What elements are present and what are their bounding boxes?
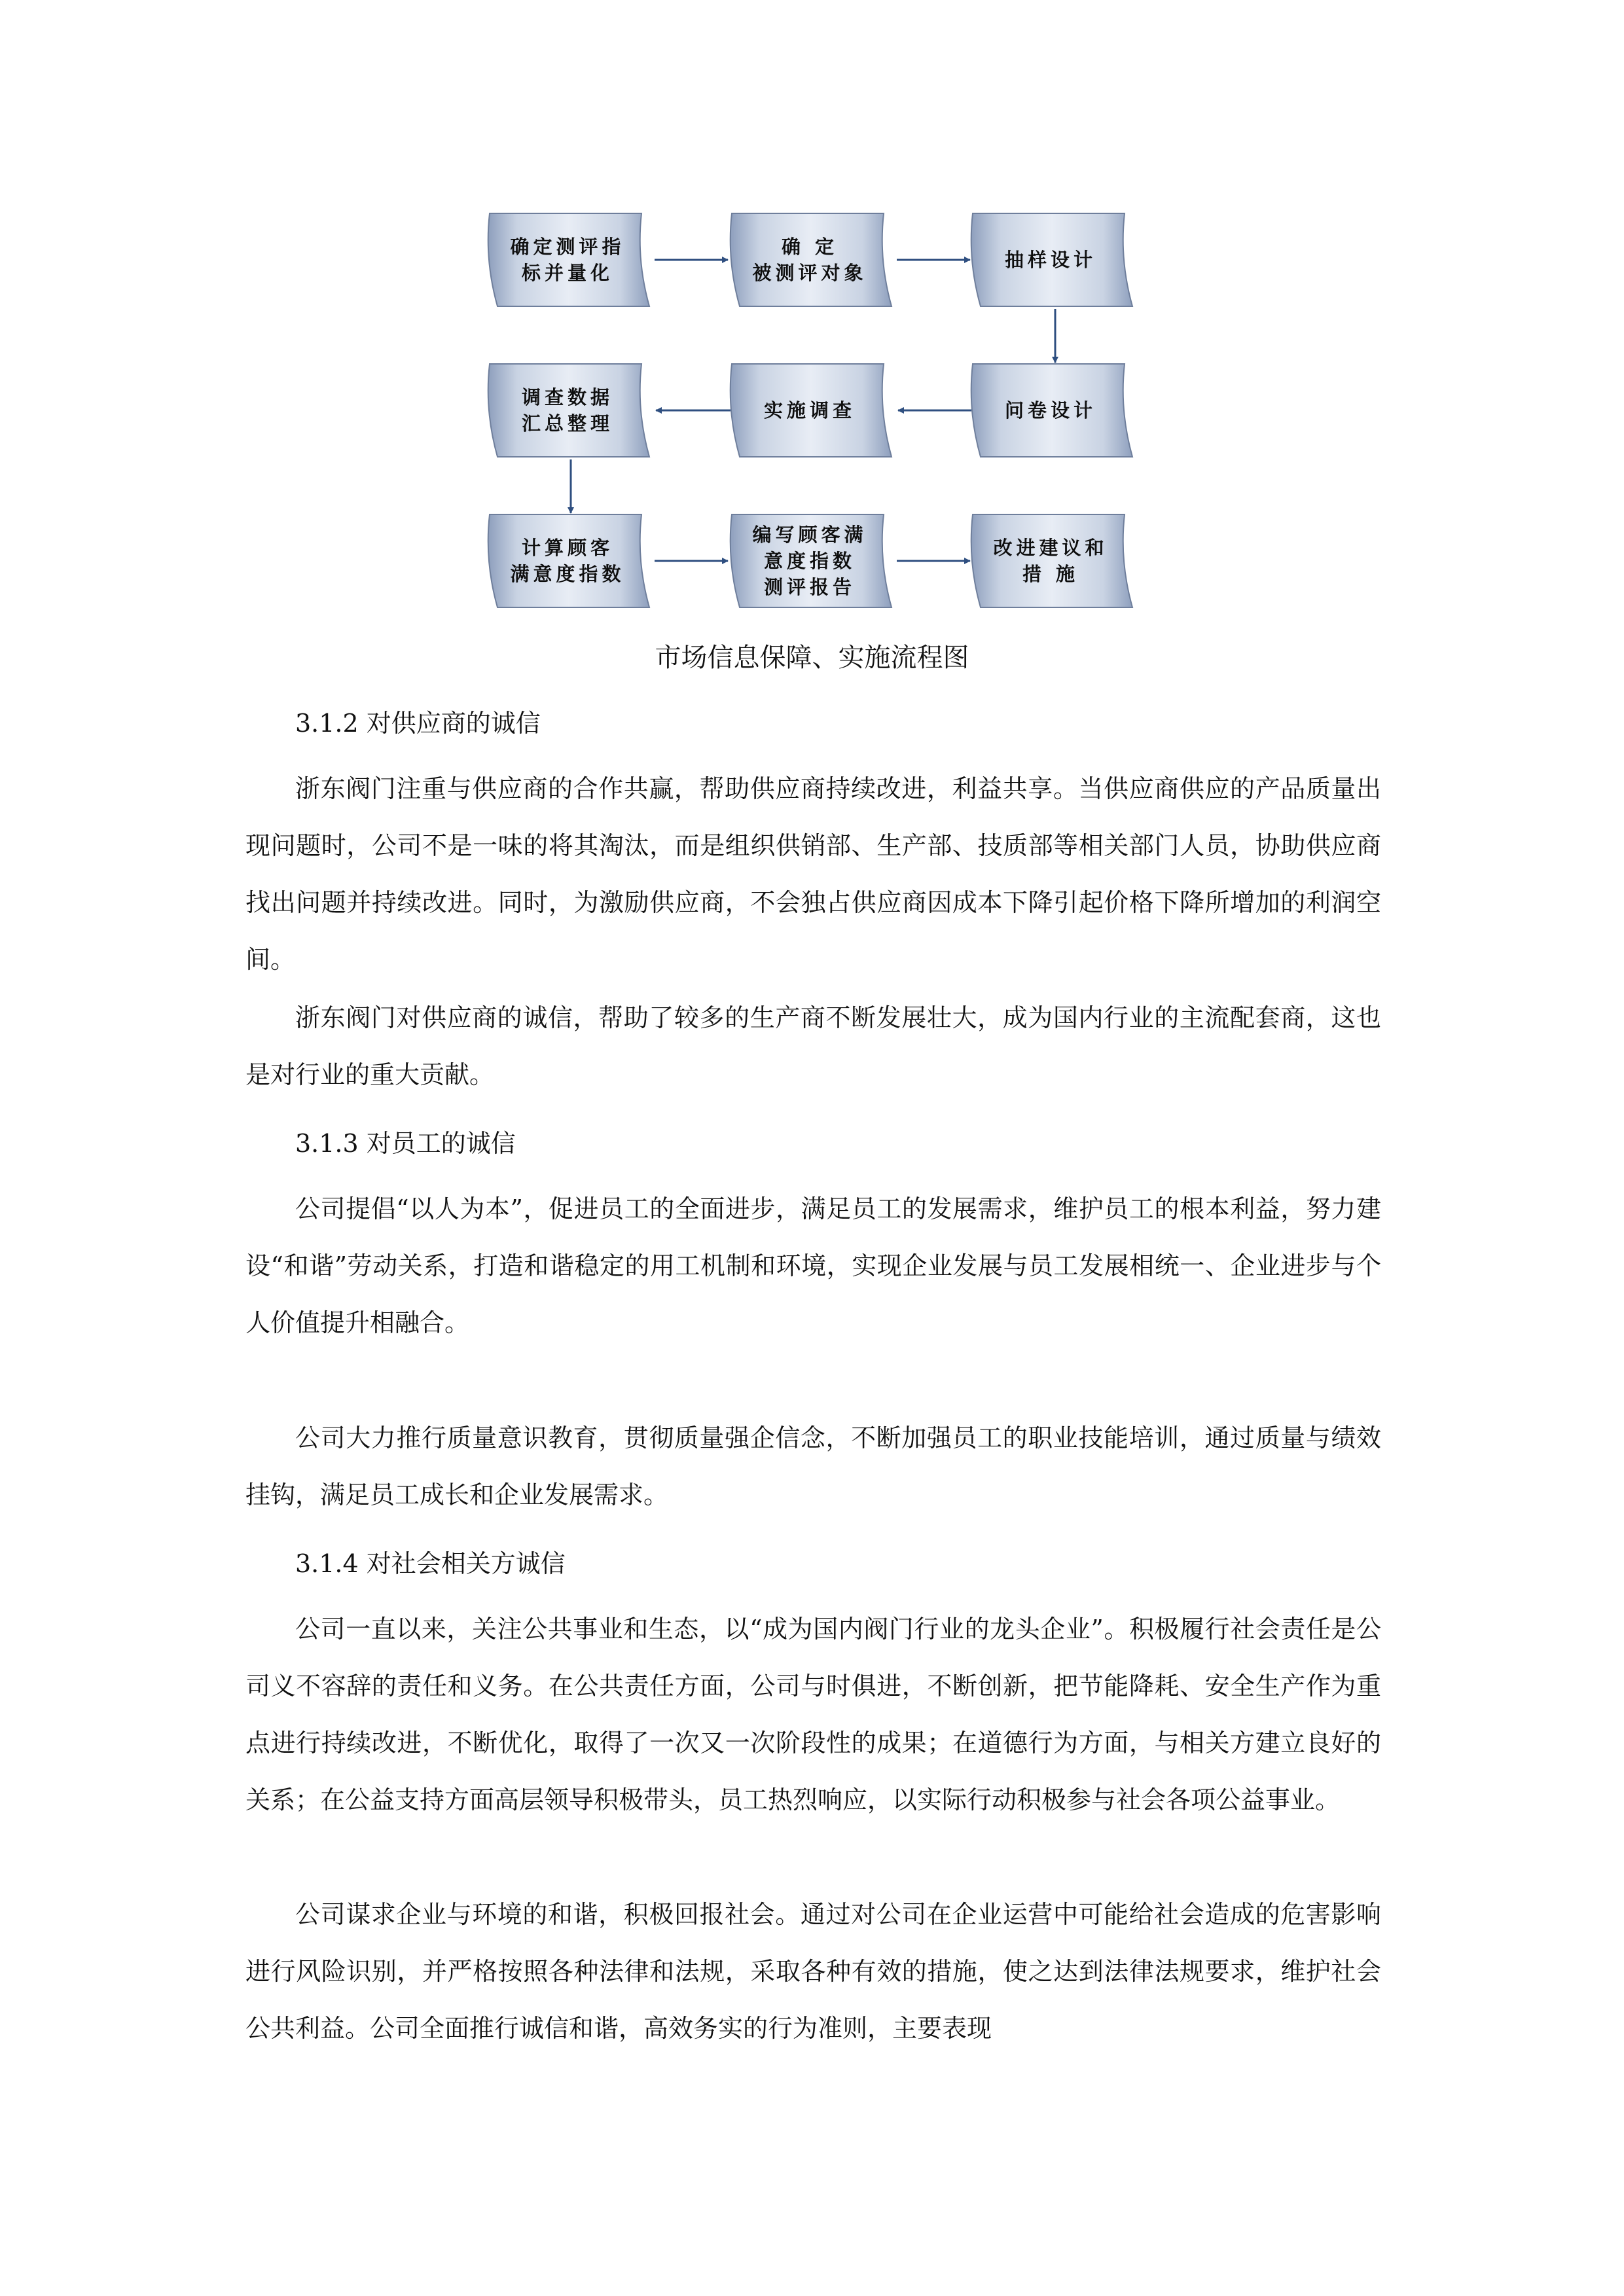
flow-node-conduct-survey: 实施调查 [727, 361, 897, 459]
flow-node-questionnaire-design: 问卷设计 [967, 361, 1138, 459]
flow-node-calc-index: 计算顾客 满意度指数 [484, 512, 655, 610]
flow-node-write-report: 编写顾客满 意度指数 测评报告 [727, 512, 897, 610]
paragraph-314-2: 公司谋求企业与环境的和谐，积极回报社会。通过对公司在企业运营中可能给社会造成的危害影响进行风险识别，并严格按照各种法律和法规，采取各种有效的措施，使之达到法律法规要求，维护社会公共利益。公司全面推行诚信和谐，高效务实的行为准则，主要表现 [245, 1900, 1381, 2043]
flow-node-sampling-design: 抽样设计 [967, 211, 1138, 309]
paragraph-312-2: 浙东阀门对供应商的诚信，帮助了较多的生产商不断发展壮大，成为国内行业的主流配套商，这也是对行业的重大贡献。 [245, 1003, 1381, 1089]
paragraph-313-2: 公司大力推行质量意识教育，贯彻质量强企信念，不断加强员工的职业技能培训，通过质量与绩效挂钩，满足员工成长和企业发展需求。 [245, 1424, 1381, 1509]
flow-node-define-indicators: 确定测评指 标并量化 [484, 211, 655, 309]
paragraph-313-1: 公司提倡“以人为本”，促进员工的全面进步，满足员工的发展需求，维护员工的根本利益，努力建设“和谐”劳动关系，打造和谐稳定的用工机制和环境，实现企业发展与员工发展相统一、企业进步与个人价值提升相融合。 [245, 1194, 1381, 1337]
heading-3-1-3: 3.1.3 对员工的诚信 [295, 1129, 516, 1158]
process-flowchart [0, 0, 1624, 628]
heading-3-1-2: 3.1.2 对供应商的诚信 [295, 709, 541, 738]
flow-node-improvement: 改进建议和 措 施 [967, 512, 1138, 610]
paragraph-314-1: 公司一直以来，关注公共事业和生态，以“成为国内阀门行业的龙头企业”。积极履行社会责任是公司义不容辞的责任和义务。在公共责任方面，公司与时俱进，不断创新，把节能降耗、安全生产作为重点进行持续改进，不断优化，取得了一次又一次阶段性的成果；在道德行为方面，与相关方建立良好的关系；在公益支持方面高层领导积极带头，员工热烈响应，以实际行动积极参与社会各项公益事业。 [245, 1615, 1381, 1814]
flow-node-define-subjects: 确 定 被测评对象 [727, 211, 897, 309]
paragraph-312-1: 浙东阀门注重与供应商的合作共赢，帮助供应商持续改进，利益共享。当供应商供应的产品质量出现问题时，公司不是一味的将其淘汰，而是组织供销部、生产部、技质部等相关部门人员，协助供应商找出问题并持续改进。同时，为激励供应商，不会独占供应商因成本下降引起价格下降所增加的利润空间。 [245, 774, 1381, 974]
flow-arrows [0, 0, 1624, 628]
heading-3-1-4: 3.1.4 对社会相关方诚信 [295, 1549, 566, 1578]
flow-node-data-summary: 调查数据 汇总整理 [484, 361, 655, 459]
figure-caption: 市场信息保障、实施流程图 [655, 643, 969, 673]
